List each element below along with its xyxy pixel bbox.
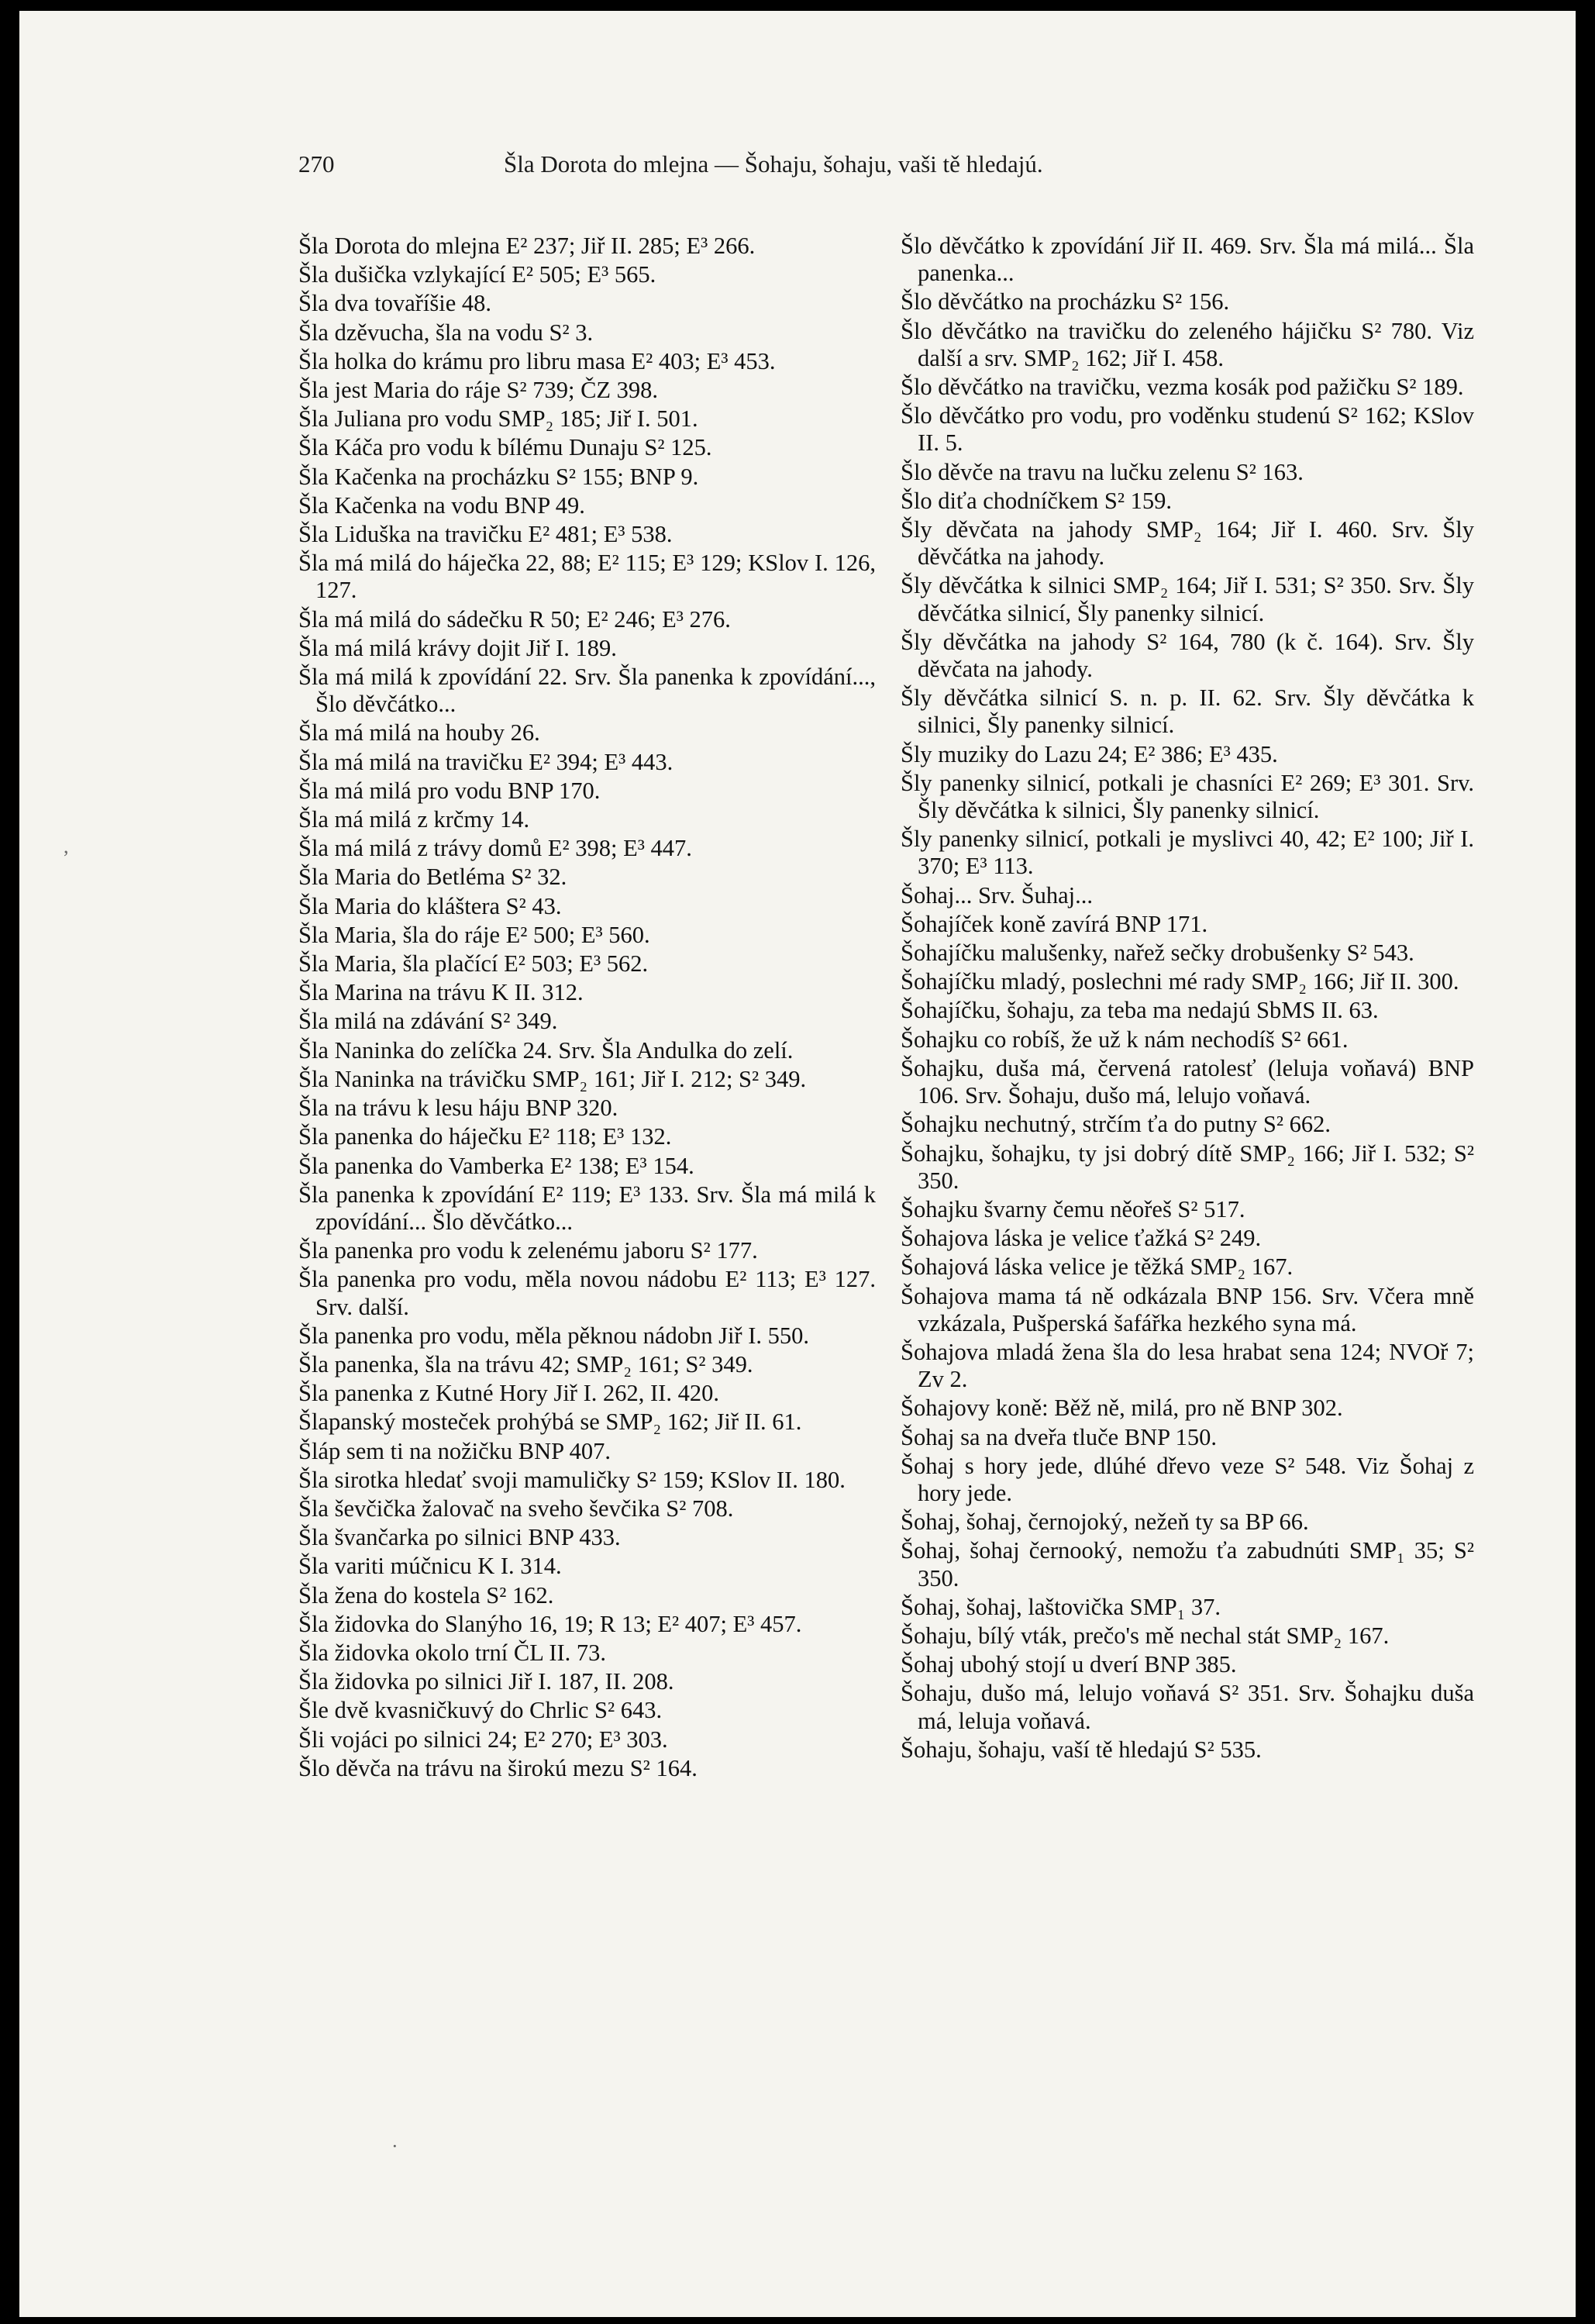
index-entry: Šohajku, duša má, červená ratolesť (leluja voňavá) BNP 106. Srv. Šohaju, dušo má, lelujo voňavá. xyxy=(901,1054,1474,1109)
index-entry: Šohajová láska velice je těžká SMP₂ 167. xyxy=(901,1253,1294,1281)
index-entry: Šla Maria do Betléma S² 32. xyxy=(298,864,567,891)
index-entry: Šla Maria, šla plačící E² 503; E³ 562. xyxy=(298,950,649,978)
index-entry: Šlo děvčátko na travičku do zeleného hájičku S² 780. Viz další a srv. SMP₂ 162; Jiř I. 458. xyxy=(901,317,1474,371)
index-entry: Šly panenky silnicí, potkali je myslivci 40, 42; E² 100; Jiř I. 370; E³ 113. xyxy=(901,826,1474,880)
index-entry: Šohaj sa na dveřa tluče BNP 150. xyxy=(901,1423,1217,1450)
index-entry: Šla panenka k zpovídání E² 119; E³ 133. Srv. Šla má milá k zpovídání... Šlo děvčátko... xyxy=(298,1181,876,1235)
index-entry: Šla Juliana pro vodu SMP₂ 185; Jiř I. 501. xyxy=(298,405,698,433)
index-entry: Šohaj, šohaj, laštovička SMP₁ 37. xyxy=(901,1593,1221,1620)
index-entry: Šohaju, bílý vták, prečo's mě nechal stát SMP₂ 167. xyxy=(901,1622,1390,1649)
index-entry: Šlo děvčátko na procházku S² 156. xyxy=(901,288,1230,315)
index-entry: Šla Maria do kláštera S² 43. xyxy=(298,892,562,919)
index-entry: Šly děvčátka silnicí S. n. p. II. 62. Srv. Šly děvčátka k silnici, Šly panenky silnicí. xyxy=(901,684,1474,739)
index-entry: Šlo děvča na trávu na širokú mezu S² 164. xyxy=(298,1754,698,1781)
page-number: 270 xyxy=(298,150,335,178)
index-entry: Šohajíčku malušenky, nařež sečky drobušenky S² 543. xyxy=(901,940,1414,967)
index-entry: Šla holka do krámu pro libru masa E² 403; E³ 453. xyxy=(298,347,776,374)
index-entry: Šohaj, šohaj černooký, nemožu ťa zabudnúti SMP₁ 35; S² 350. xyxy=(901,1537,1474,1591)
index-entry: Šla Liduška na travičku E² 481; E³ 538. xyxy=(298,521,673,548)
page xyxy=(19,11,1576,2317)
index-entry: Šla má milá pro vodu BNP 170. xyxy=(298,777,601,804)
scan-speck: · xyxy=(391,2135,398,2157)
index-entry: Šla dzěvucha, šla na vodu S² 3. xyxy=(298,319,594,346)
index-entry: Šohaj... Srv. Šuhaj... xyxy=(901,881,1093,909)
index-entry: Šlo děvče na travu na lučku zelenu S² 163. xyxy=(901,458,1304,485)
index-entry: Šohajovy koně: Běž ně, milá, pro ně BNP 302. xyxy=(901,1395,1343,1422)
index-entry: Šla panenka pro vodu, měla novou nádobu E² 113; E³ 127. Srv. další. xyxy=(298,1266,876,1320)
index-entry: Šlo děvčátko na travičku, vezma kosák pod pažičku S² 189. xyxy=(901,374,1464,401)
index-entry: Šohajku nechutný, strčím ťa do putny S² 662. xyxy=(901,1111,1331,1138)
index-entry: Šla sirotka hledať svoji mamuličky S² 159; KSlov II. 180. xyxy=(298,1466,846,1493)
index-entry: Šohajku, šohajku, ty jsi dobrý dítě SMP₂ 166; Jiř I. 532; S² 350. xyxy=(901,1140,1474,1194)
index-entry: Šla Marina na trávu K II. 312. xyxy=(298,979,584,1006)
index-entry: Šohajku co robíš, že už k nám nechodíš S² 661. xyxy=(901,1026,1349,1053)
index-entry: Šlo děvčátko k zpovídání Jiř II. 469. Srv. Šla má milá... Šla panenka... xyxy=(901,233,1474,287)
index-entry: Šohaju, šohaju, vaší tě hledajú S² 535. xyxy=(901,1736,1262,1763)
index-entry: Šohajova láska je velice ťažká S² 249. xyxy=(901,1225,1262,1252)
index-entry: Šla ševčička žalovač na sveho ševčika S² 708. xyxy=(298,1495,734,1522)
index-entry: Šli vojáci po silnici 24; E² 270; E³ 303. xyxy=(298,1726,668,1753)
index-entry: Šla má milá k zpovídání 22. Srv. Šla panenka k zpovídání..., Šlo děvčátko... xyxy=(298,664,876,718)
index-entry: Šla má milá do háječka 22, 88; E² 115; E³ 129; KSlov I. 126, 127. xyxy=(298,550,876,604)
index-entry: Šohaj s hory jede, dlúhé dřevo veze S² 548. Viz Šohaj z hory jede. xyxy=(901,1452,1474,1506)
index-entry: Šla panenka z Kutné Hory Jiř I. 262, II. 420. xyxy=(298,1380,719,1407)
scan-speck: , xyxy=(64,835,69,857)
index-entry: Šlo diťa chodníčkem S² 159. xyxy=(901,487,1173,514)
index-entry: Šla žena do kostela S² 162. xyxy=(298,1581,554,1609)
running-header xyxy=(298,150,1275,181)
index-entry: Šlapanský mosteček prohýbá se SMP₂ 162; Jiř II. 61. xyxy=(298,1409,802,1436)
index-entry: Šla Naninka do zelíčka 24. Srv. Šla Andulka do zelí. xyxy=(298,1036,794,1064)
index-entry: Šohajova mama tá ně odkázala BNP 156. Srv. Včera mně vzkázala, Pušperská šafářka hezkého syna má. xyxy=(901,1282,1474,1336)
index-entry: Šla panenka do Vamberka E² 138; E³ 154. xyxy=(298,1152,694,1179)
running-title: Šla Dorota do mlejna — Šohaju, šohaju, vaši tě hledajú. xyxy=(504,150,1043,178)
index-entry: Šla panenka do háječku E² 118; E³ 132. xyxy=(298,1123,672,1150)
index-entry: Šla židovka do Slanýho 16, 19; R 13; E² 407; E³ 457. xyxy=(298,1610,802,1637)
index-entry: Šla Naninka na trávičku SMP₂ 161; Jiř I. 212; S² 349. xyxy=(298,1065,807,1092)
index-entry: Šla má milá do sádečku R 50; E² 246; E³ 276. xyxy=(298,605,731,633)
index-entry: Šla židovka po silnici Jiř I. 187, II. 208. xyxy=(298,1668,674,1695)
index-entry: Šla dušička vzlykající E² 505; E³ 565. xyxy=(298,261,656,288)
index-entry: Šohajku švarny čemu něořeš S² 517. xyxy=(901,1195,1245,1222)
left-column xyxy=(298,233,876,1784)
index-entry: Šly panenky silnicí, potkali je chasníci E² 269; E³ 301. Srv. Šly děvčátka k silnici, Šly panenky silnicí. xyxy=(901,769,1474,824)
index-entry: Šla Maria, šla do ráje E² 500; E³ 560. xyxy=(298,921,650,948)
index-entry: Šle dvě kvasničkuvý do Chrlic S² 643. xyxy=(298,1697,663,1724)
index-entry: Šla švančarka po silnici BNP 433. xyxy=(298,1524,621,1551)
index-entry: Šohajíčku mladý, poslechni mé rady SMP₂ 166; Jiř II. 300. xyxy=(901,968,1459,995)
index-entry: Šla Dorota do mlejna E² 237; Jiř II. 285; E³ 266. xyxy=(298,233,756,259)
index-entry: Šláp sem ti na nožičku BNP 407. xyxy=(298,1437,611,1464)
index-entry: Šla panenka pro vodu k zelenému jaboru S² 177. xyxy=(298,1237,758,1264)
index-entry: Šla židovka okolo trní ČL II. 73. xyxy=(298,1639,607,1666)
index-entry: Šla Kačenka na procházku S² 155; BNP 9. xyxy=(298,463,699,490)
index-entry: Šly děvčata na jahody SMP₂ 164; Jiř I. 460. Srv. Šly děvčátka na jahody. xyxy=(901,516,1474,571)
index-entry: Šohajova mladá žena šla do lesa hrabat sena 124; NVOř 7; Zv 2. xyxy=(901,1338,1474,1393)
index-entry: Šohajíčku, šohaju, za teba ma nedajú SbMS II. 63. xyxy=(901,997,1379,1024)
index-entry: Šla jest Maria do ráje S² 739; ČZ 398. xyxy=(298,377,659,404)
index-entry: Šlo děvčátko pro vodu, pro voděnku studenú S² 162; KSlov II. 5. xyxy=(901,402,1474,457)
index-entry: Šla Kačenka na vodu BNP 49. xyxy=(298,491,585,519)
index-entry: Šla Káča pro vodu k bílému Dunaju S² 125. xyxy=(298,434,712,461)
index-entry: Šla na trávu k lesu háju BNP 320. xyxy=(298,1095,618,1122)
right-column xyxy=(901,233,1474,1765)
index-entry: Šla panenka, šla na trávu 42; SMP₂ 161; S² 349. xyxy=(298,1350,753,1378)
index-entry: Šly muziky do Lazu 24; E² 386; E³ 435. xyxy=(901,740,1278,767)
index-entry: Šohaju, dušo má, lelujo voňavá S² 351. Srv. Šohajku duša má, leluja voňavá. xyxy=(901,1680,1474,1734)
index-entry: Šla má milá z trávy domů E² 398; E³ 447. xyxy=(298,835,692,862)
index-entry: Šla dva tovaříšie 48. xyxy=(298,290,492,317)
index-entry: Šohaj ubohý stojí u dverí BNP 385. xyxy=(901,1651,1237,1678)
index-entry: Šly děvčátka k silnici SMP₂ 164; Jiř I. 531; S² 350. Srv. Šly děvčátka silnicí, Šly panenky silnicí. xyxy=(901,572,1474,626)
index-entry: Šohajíček koně zavírá BNP 171. xyxy=(901,910,1208,937)
index-entry: Šla má milá na houby 26. xyxy=(298,719,540,747)
index-entry: Šla má milá z krčmy 14. xyxy=(298,806,530,833)
index-entry: Šly děvčátka na jahody S² 164, 780 (k č. 164). Srv. Šly děvčata na jahody. xyxy=(901,628,1474,683)
index-entry: Šla má milá krávy dojit Jiř I. 189. xyxy=(298,634,617,661)
index-entry: Šla panenka pro vodu, měla pěknou nádobn Jiř I. 550. xyxy=(298,1322,809,1349)
index-entry: Šohaj, šohaj, černojoký, nežeň ty sa BP 66. xyxy=(901,1509,1309,1536)
index-entry: Šla variti múčnicu K I. 314. xyxy=(298,1553,562,1580)
index-entry: Šla má milá na travičku E² 394; E³ 443. xyxy=(298,748,673,775)
index-entry: Šla milá na zdávání S² 349. xyxy=(298,1008,558,1035)
